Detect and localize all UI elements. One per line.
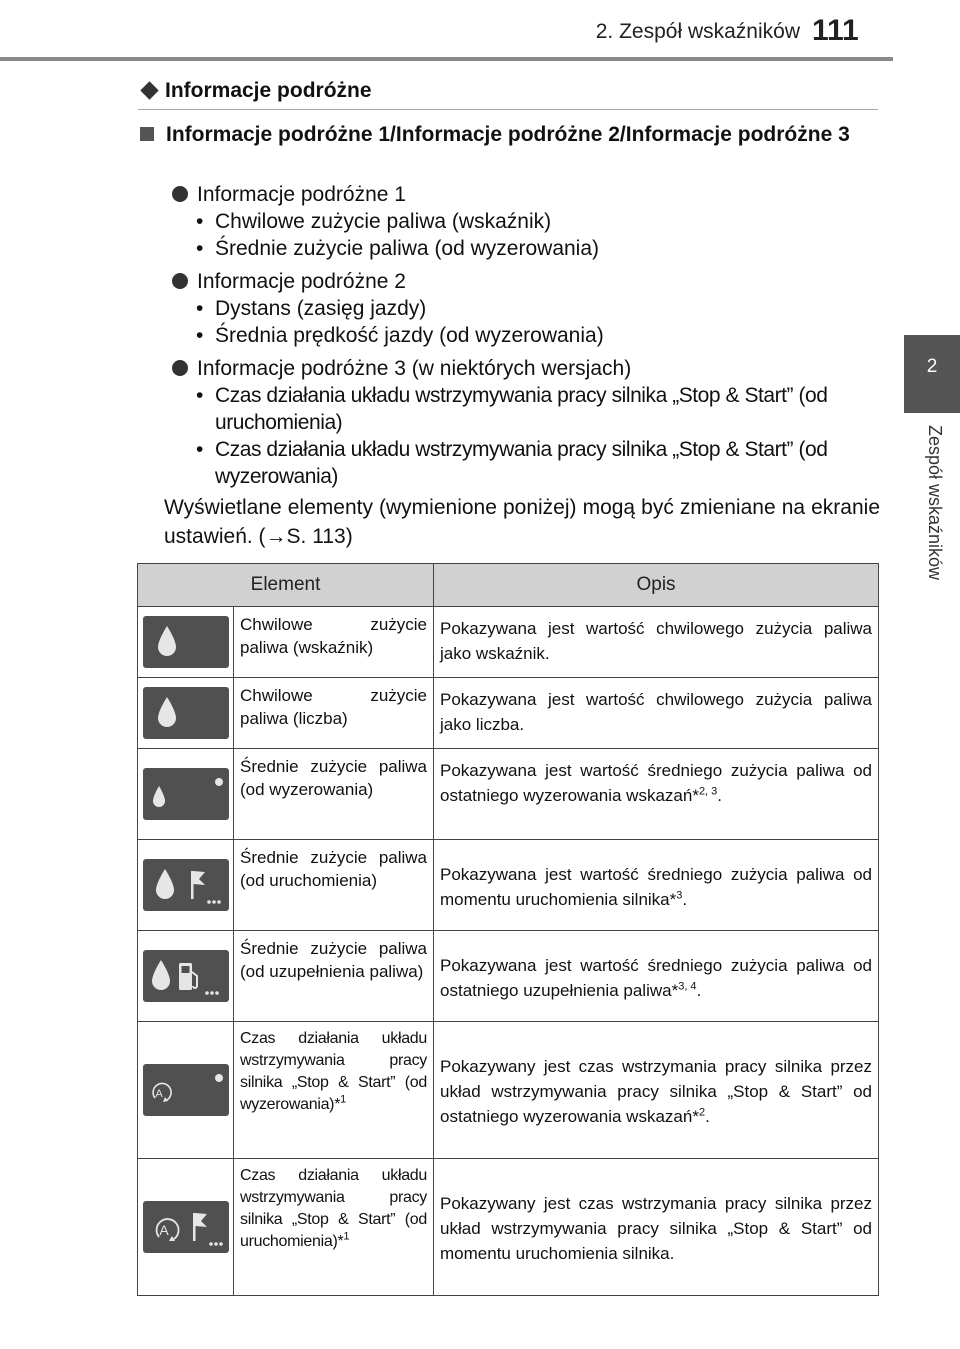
group-title: Informacje podróżne 2 [172,268,406,295]
table-row [138,678,879,749]
table-row [138,749,879,840]
element-name: Średnie zużycie paliwa (od uruchomienia) [234,840,434,931]
svg-text:A: A [158,1222,169,1238]
fuel-drop-reset-icon [143,768,229,820]
section-title [140,79,372,103]
square-bullet-icon [140,127,154,141]
table-header-row [138,564,879,607]
subsection-title [140,120,880,150]
chapter-tab-label: Zespół wskaźników [925,425,945,581]
element-description: Pokazywany jest czas wstrzymania pracy silnika przez układ wstrzymywania pracy silnika „Stop & Start” od momentu uruchomienia silnika. [434,1159,879,1296]
settings-note: Wyświetlane elementy (wymienione poniżej) mogą być zmieniane na ekranie ustawień. (→S. 113) [164,496,880,548]
table-row [138,607,879,678]
element-name: Chwilowe zużycie paliwa (liczba) [234,678,434,749]
element-name: Chwilowe zużycie paliwa (wskaźnik) [234,607,434,678]
table-row [138,1159,879,1296]
element-description: Pokazywana jest wartość średniego zużycia paliwa od ostatniego wyzerowania wskazań*$^{2, 3}$. [434,749,879,840]
list-item: • Dystans (zasięg jazdy) [196,297,427,320]
element-name: Czas działania układu wstrzymywania pracy silnika „Stop & Start” (od wyzerowania)*$^1$ [234,1022,434,1159]
element-description: Pokazywana jest wartość średniego zużycia paliwa od ostatniego uzupełnienia paliwa*$^{3, 4}$. [434,931,879,1022]
list-item: • Średnia prędkość jazdy (od wyzerowania) [196,324,604,347]
title-rule [138,109,878,110]
circle-bullet-icon [172,360,188,376]
element-name: Średnie zużycie paliwa (od wyzerowania) [234,749,434,840]
fuel-drop-flag-icon [143,859,229,911]
svg-text:A: A [154,1088,163,1100]
element-description: Pokazywany jest czas wstrzymania pracy silnika przez układ wstrzymywania pracy silnika „Stop & Start” od ostatniego wyzerowania wskazań*$^2$. [434,1022,879,1159]
group-title: Informacje podróżne 3 (w niektórych wersjach) [172,355,631,382]
fuel-drop-pump-icon [143,950,229,1002]
trip-info-table [137,563,879,1296]
stop-start-reset-icon [143,1064,229,1116]
list-item: • Czas działania układu wstrzymywania pracy silnika „Stop & Start” (od wyzerowania) [196,438,828,488]
list-item: • Chwilowe zużycie paliwa (wskaźnik) [196,210,552,233]
fuel-drop-icon [143,616,229,668]
header-section-title: 2. Zespół wskaźników [595,20,800,43]
element-description: Pokazywana jest wartość chwilowego zużycia paliwa jako wskaźnik. [434,607,879,678]
circle-bullet-icon [172,186,188,202]
column-header-element: Element [138,564,434,607]
arrow-right-icon: → [265,525,287,548]
element-name: Średnie zużycie paliwa (od uzupełnienia paliwa) [234,931,434,1022]
page-reference-link[interactable]: S. 113) [286,525,353,548]
group-title: Informacje podróżne 1 [172,181,406,208]
element-description: Pokazywana jest wartość średniego zużycia paliwa od momentu uruchomienia silnika*$^3$. [434,840,879,931]
list-item: • Czas działania układu wstrzymywania pracy silnika „Stop & Start” (od uruchomienia) [196,384,828,434]
table-row [138,1022,879,1159]
column-header-description: Opis [434,564,879,607]
element-description: Pokazywana jest wartość chwilowego zużycia paliwa jako liczba. [434,678,879,749]
section-title-text: Informacje podróżne [165,79,372,102]
diamond-icon [140,81,158,99]
page-number: 111 [812,14,859,47]
subsection-title-text: Informacje podróżne 1/Informacje podróżne 2/Informacje podróżne 3 [166,123,850,146]
table-row [138,840,879,931]
header-rule [0,57,893,61]
list-item: • Średnie zużycie paliwa (od wyzerowania) [196,237,600,260]
table-row [138,931,879,1022]
circle-bullet-icon [172,273,188,289]
stop-start-flag-icon [143,1201,229,1253]
fuel-drop-icon [143,687,229,739]
chapter-tab-number: 2 [926,356,938,377]
element-name: Czas działania układu wstrzymywania pracy silnika „Stop & Start” (od uruchomienia)*$^1$ [234,1159,434,1296]
